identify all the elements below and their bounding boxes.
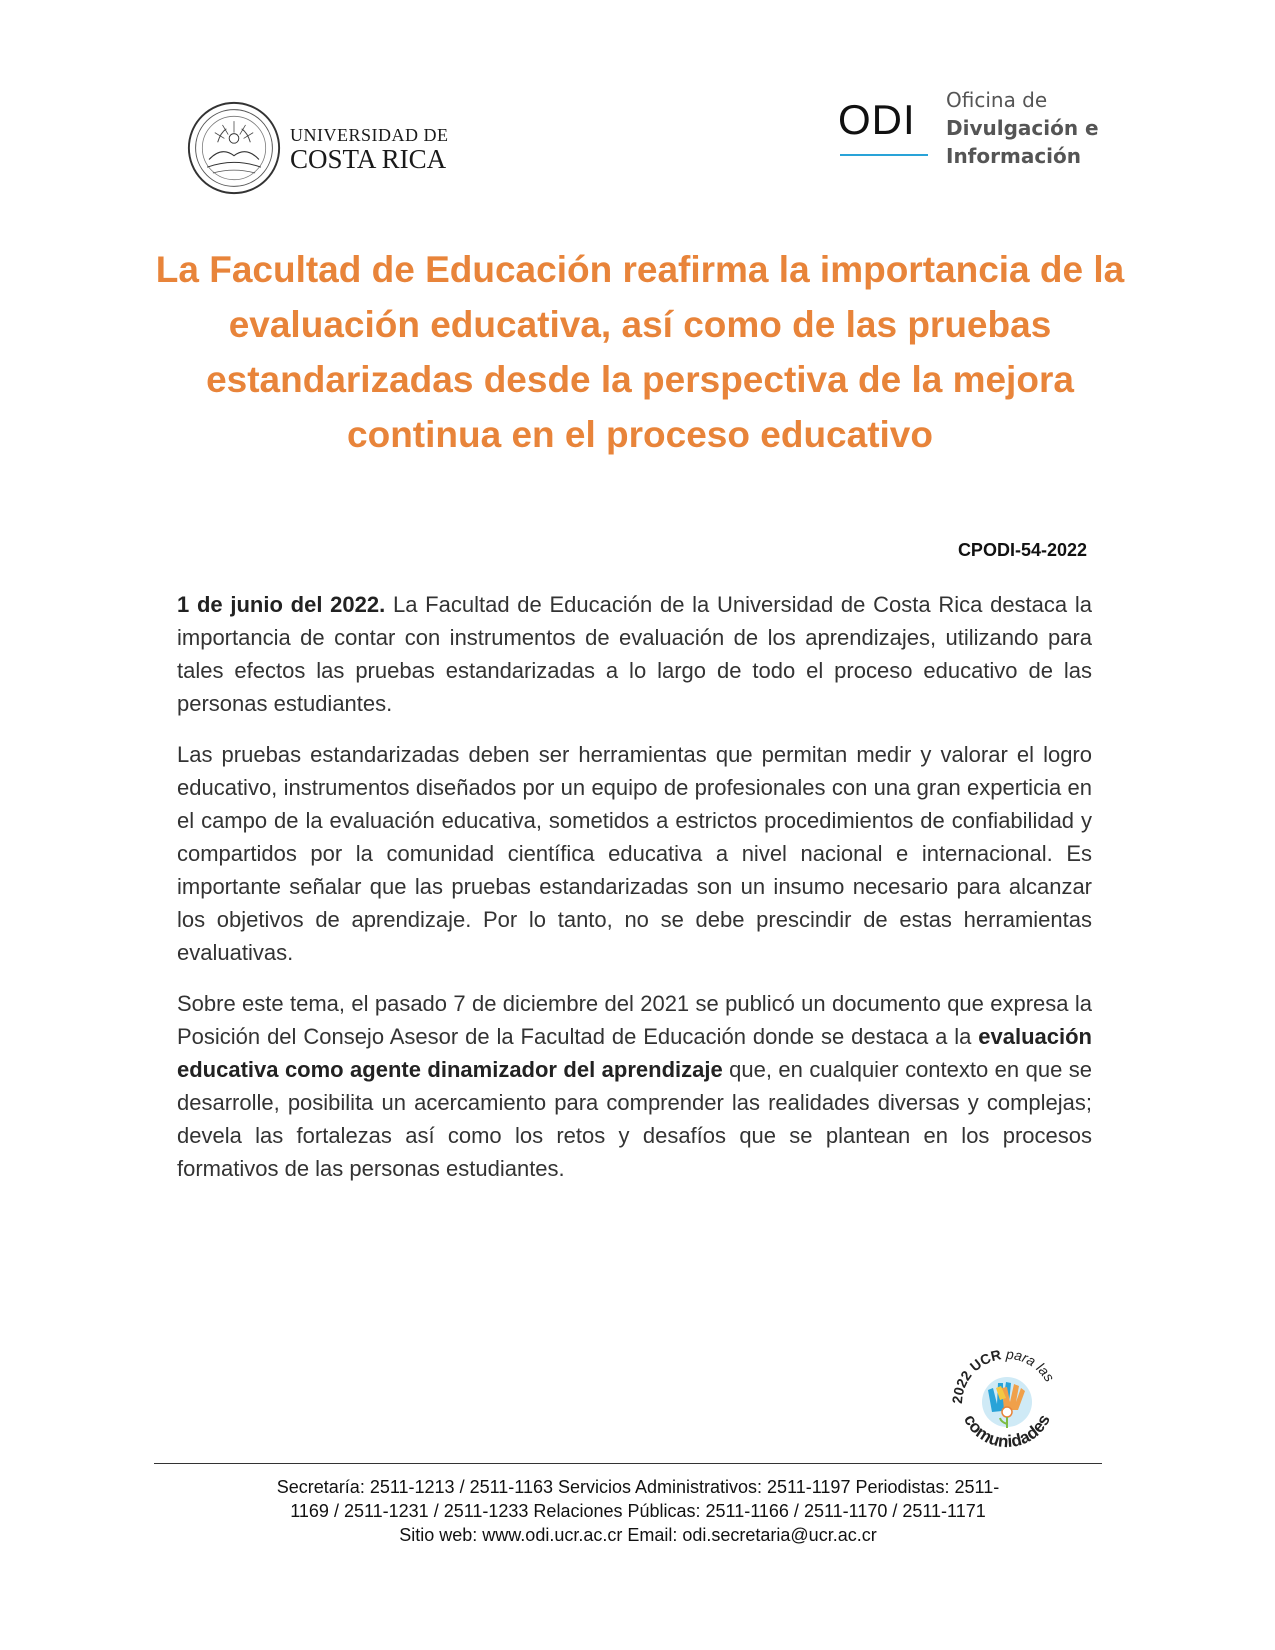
footer-divider: [154, 1463, 1102, 1464]
article-body: [177, 588, 1092, 1203]
document-code: CPODI-54-2022: [957, 540, 1087, 560]
badge-para-las: para las: [1005, 1345, 1058, 1385]
footer-line1: Secretaría: 2511-1213 / 2511-1163 Servicios Administrativos: 2511-1197 Periodistas: 2511-: [276, 1477, 1000, 1497]
paragraph-3: [177, 987, 1092, 1185]
badge-year: 2022: [948, 1367, 975, 1405]
footer-line2: 1169 / 2511-1231 / 2511-1233 Relaciones Públicas: 2511-1166 / 2511-1170 / 2511-1171: [290, 1501, 986, 1521]
paragraph-1: [177, 588, 1092, 720]
odi-underline: [840, 154, 928, 156]
odi-line2: Divulgación e: [946, 116, 1099, 140]
odi-logo: [838, 86, 1118, 166]
odi-line3: Información: [946, 144, 1082, 168]
paragraph-1-text: La Facultad de Educación de la Universidad de Costa Rica destaca la importancia de contar con instrumentos de evaluación de los aprendizajes, utilizando para tales efectos las pruebas estandarizadas a lo largo de todo el proceso educativo de las personas estudiantes.: [177, 592, 1092, 716]
page-title: La Facultad de Educación reafirma la importancia de la evaluación educativa, así como de las pruebas estandarizadas desde la perspectiva de la mejora continua en el proceso educativo: [155, 249, 1125, 455]
odi-mark: ODI: [838, 96, 916, 143]
ucr-name-line1: UNIVERSIDAD DE: [290, 125, 449, 145]
ucr-name: [290, 126, 449, 173]
paragraph-2: Las pruebas estandarizadas deben ser herramientas que permitan medir y valorar el logro educativo, instrumentos diseñados por un equipo de profesionales con una gran experticia en el campo de la evaluación educativa, sometidos a estrictos procedimientos de confiabilidad y compartidos por la comunidad científica educativa a nivel nacional e internacional. Es importante señalar que las pruebas estandarizadas son un insumo necesario para alcanzar los objetivos de aprendizaje. Por lo tanto, no se debe prescindir de estas herramientas evaluativas.: [177, 742, 1092, 965]
paragraph-1-date: 1 de junio del 2022.: [177, 592, 386, 617]
ucr-logo: [186, 100, 456, 200]
ucr-communities-badge-icon: [944, 1338, 1070, 1464]
ucr-name-line2: COSTA RICA: [290, 144, 447, 174]
paragraph-3-end: que, en cualquier contexto en que se desarrolle, posibilita un acercamiento para comprender las realidades diversas y complejas; devela las fortalezas así como los retos y desafíos que se plantean en los procesos formativos de las personas estudiantes.: [177, 1057, 1092, 1181]
footer-line3: Sitio web: www.odi.ucr.ac.cr Email: odi.secretaria@ucr.ac.cr: [399, 1525, 877, 1545]
paragraph-3-start: Sobre este tema, el pasado 7 de diciembre del 2021 se publicó un documento que expresa la Posición del Consejo Asesor de la Facultad de Educación donde se destaca a la: [177, 991, 1092, 1049]
odi-line1: Oficina de: [946, 88, 1048, 112]
badge-ucr: UCR: [966, 1346, 1003, 1375]
odi-text: [946, 86, 1099, 170]
contact-footer: [200, 1475, 1076, 1547]
university-seal-icon: [186, 100, 282, 196]
badge-comunidades: comunidades: [960, 1411, 1054, 1452]
paragraph-3-highlight: evaluación educativa como agente dinamizador del aprendizaje: [177, 1024, 1092, 1082]
